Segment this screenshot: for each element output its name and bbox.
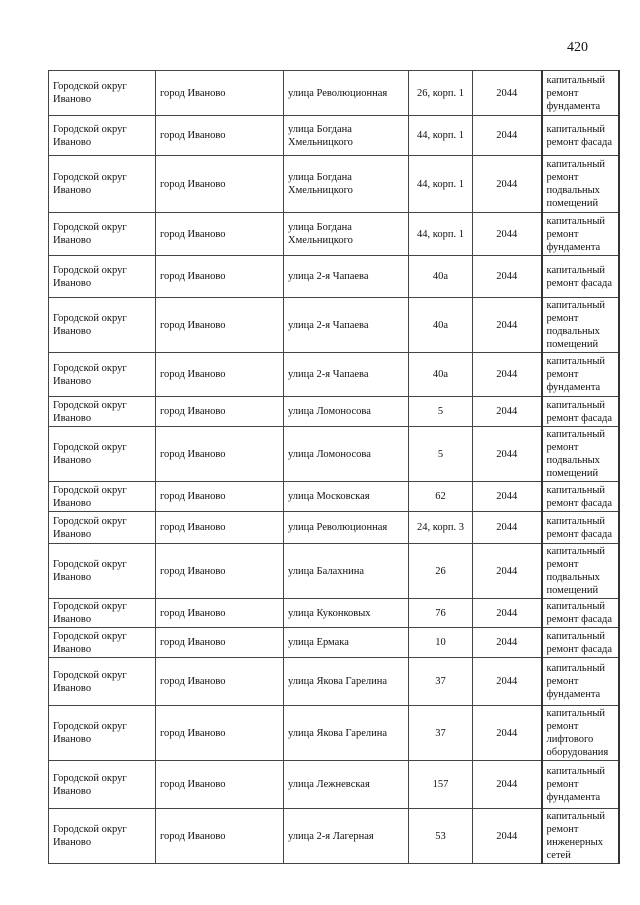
settlement-cell: город Иваново bbox=[156, 599, 284, 628]
table-row bbox=[49, 256, 619, 298]
work-type-cell: капитальный ремонт лифтового оборудования bbox=[542, 706, 619, 761]
house-cell: 53 bbox=[409, 809, 473, 864]
street-cell: улица 2-я Чапаева bbox=[284, 298, 409, 353]
municipality-cell: Городской округ Иваново bbox=[49, 482, 156, 512]
table-row bbox=[49, 116, 619, 156]
municipality-cell: Городской округ Иваново bbox=[49, 658, 156, 706]
house-cell: 157 bbox=[409, 761, 473, 809]
year-cell: 2044 bbox=[473, 599, 542, 628]
table-row bbox=[49, 397, 619, 427]
year-cell: 2044 bbox=[473, 658, 542, 706]
house-cell: 26 bbox=[409, 544, 473, 599]
street-cell: улица Богдана Хмельницкого bbox=[284, 116, 409, 156]
page-number: 420 bbox=[567, 40, 588, 55]
settlement-cell: город Иваново bbox=[156, 213, 284, 256]
house-cell: 10 bbox=[409, 628, 473, 658]
settlement-cell: город Иваново bbox=[156, 397, 284, 427]
settlement-cell: город Иваново bbox=[156, 353, 284, 397]
work-type-cell: капитальный ремонт фундамента bbox=[542, 761, 619, 809]
street-cell: улица Ломоносова bbox=[284, 427, 409, 482]
settlement-cell: город Иваново bbox=[156, 256, 284, 298]
work-type-cell: капитальный ремонт подвальных помещений bbox=[542, 544, 619, 599]
municipality-cell: Городской округ Иваново bbox=[49, 512, 156, 544]
municipality-cell: Городской округ Иваново bbox=[49, 353, 156, 397]
street-cell: улица Революционная bbox=[284, 71, 409, 116]
house-cell: 5 bbox=[409, 427, 473, 482]
work-type-cell: капитальный ремонт фундамента bbox=[542, 353, 619, 397]
work-type-cell: капитальный ремонт фасада bbox=[542, 599, 619, 628]
municipality-cell: Городской округ Иваново bbox=[49, 628, 156, 658]
year-cell: 2044 bbox=[473, 156, 542, 213]
year-cell: 2044 bbox=[473, 482, 542, 512]
work-type-cell: капитальный ремонт фасада bbox=[542, 628, 619, 658]
settlement-cell: город Иваново bbox=[156, 809, 284, 864]
street-cell: улица Лежневская bbox=[284, 761, 409, 809]
table-row bbox=[49, 599, 619, 628]
street-cell: улица 2-я Чапаева bbox=[284, 256, 409, 298]
work-type-cell: капитальный ремонт подвальных помещений bbox=[542, 427, 619, 482]
year-cell: 2044 bbox=[473, 761, 542, 809]
municipality-cell: Городской округ Иваново bbox=[49, 213, 156, 256]
street-cell: улица Ломоносова bbox=[284, 397, 409, 427]
municipality-cell: Городской округ Иваново bbox=[49, 397, 156, 427]
settlement-cell: город Иваново bbox=[156, 544, 284, 599]
house-cell: 24, корп. 3 bbox=[409, 512, 473, 544]
house-cell: 37 bbox=[409, 658, 473, 706]
year-cell: 2044 bbox=[473, 427, 542, 482]
street-cell: улица Балахнина bbox=[284, 544, 409, 599]
table-row bbox=[49, 512, 619, 544]
table-row bbox=[49, 482, 619, 512]
table-row bbox=[49, 156, 619, 213]
work-type-cell: капитальный ремонт фасада bbox=[542, 512, 619, 544]
municipality-cell: Городской округ Иваново bbox=[49, 71, 156, 116]
work-type-cell: капитальный ремонт фундамента bbox=[542, 658, 619, 706]
municipality-cell: Городской округ Иваново bbox=[49, 116, 156, 156]
municipality-cell: Городской округ Иваново bbox=[49, 156, 156, 213]
municipality-cell: Городской округ Иваново bbox=[49, 761, 156, 809]
year-cell: 2044 bbox=[473, 353, 542, 397]
settlement-cell: город Иваново bbox=[156, 512, 284, 544]
work-type-cell: капитальный ремонт подвальных помещений bbox=[542, 298, 619, 353]
work-type-cell: капитальный ремонт подвальных помещений bbox=[542, 156, 619, 213]
house-cell: 5 bbox=[409, 397, 473, 427]
work-type-cell: капитальный ремонт фундамента bbox=[542, 71, 619, 116]
settlement-cell: город Иваново bbox=[156, 706, 284, 761]
street-cell: улица Якова Гарелина bbox=[284, 706, 409, 761]
year-cell: 2044 bbox=[473, 116, 542, 156]
year-cell: 2044 bbox=[473, 298, 542, 353]
street-cell: улица Богдана Хмельницкого bbox=[284, 213, 409, 256]
year-cell: 2044 bbox=[473, 544, 542, 599]
table-row bbox=[49, 353, 619, 397]
house-cell: 44, корп. 1 bbox=[409, 213, 473, 256]
municipality-cell: Городской округ Иваново bbox=[49, 599, 156, 628]
year-cell: 2044 bbox=[473, 628, 542, 658]
year-cell: 2044 bbox=[473, 512, 542, 544]
municipality-cell: Городской округ Иваново bbox=[49, 427, 156, 482]
house-cell: 44, корп. 1 bbox=[409, 116, 473, 156]
table-row bbox=[49, 298, 619, 353]
house-cell: 40а bbox=[409, 298, 473, 353]
work-type-cell: капитальный ремонт фасада bbox=[542, 482, 619, 512]
street-cell: улица 2-я Лагерная bbox=[284, 809, 409, 864]
table-row bbox=[49, 544, 619, 599]
street-cell: улица Ермака bbox=[284, 628, 409, 658]
work-type-cell: капитальный ремонт фасада bbox=[542, 256, 619, 298]
house-cell: 40а bbox=[409, 256, 473, 298]
work-type-cell: капитальный ремонт инженерных сетей bbox=[542, 809, 619, 864]
year-cell: 2044 bbox=[473, 213, 542, 256]
house-cell: 76 bbox=[409, 599, 473, 628]
year-cell: 2044 bbox=[473, 256, 542, 298]
settlement-cell: город Иваново bbox=[156, 116, 284, 156]
table-row bbox=[49, 213, 619, 256]
settlement-cell: город Иваново bbox=[156, 628, 284, 658]
table-row bbox=[49, 427, 619, 482]
settlement-cell: город Иваново bbox=[156, 427, 284, 482]
municipality-cell: Городской округ Иваново bbox=[49, 298, 156, 353]
settlement-cell: город Иваново bbox=[156, 761, 284, 809]
work-type-cell: капитальный ремонт фасада bbox=[542, 397, 619, 427]
street-cell: улица Якова Гарелина bbox=[284, 658, 409, 706]
work-type-cell: капитальный ремонт фасада bbox=[542, 116, 619, 156]
street-cell: улица Богдана Хмельницкого bbox=[284, 156, 409, 213]
table-row bbox=[49, 71, 619, 116]
municipality-cell: Городской округ Иваново bbox=[49, 544, 156, 599]
municipality-cell: Городской округ Иваново bbox=[49, 809, 156, 864]
settlement-cell: город Иваново bbox=[156, 156, 284, 213]
settlement-cell: город Иваново bbox=[156, 71, 284, 116]
street-cell: улица Куконковых bbox=[284, 599, 409, 628]
street-cell: улица 2-я Чапаева bbox=[284, 353, 409, 397]
table-row bbox=[49, 809, 619, 864]
municipality-cell: Городской округ Иваново bbox=[49, 256, 156, 298]
house-cell: 37 bbox=[409, 706, 473, 761]
year-cell: 2044 bbox=[473, 71, 542, 116]
year-cell: 2044 bbox=[473, 809, 542, 864]
settlement-cell: город Иваново bbox=[156, 658, 284, 706]
table-row bbox=[49, 761, 619, 809]
year-cell: 2044 bbox=[473, 706, 542, 761]
table-row bbox=[49, 706, 619, 761]
table-row bbox=[49, 658, 619, 706]
street-cell: улица Революционная bbox=[284, 512, 409, 544]
street-cell: улица Московская bbox=[284, 482, 409, 512]
house-cell: 62 bbox=[409, 482, 473, 512]
works-table bbox=[48, 70, 620, 864]
settlement-cell: город Иваново bbox=[156, 298, 284, 353]
year-cell: 2044 bbox=[473, 397, 542, 427]
table-row bbox=[49, 628, 619, 658]
house-cell: 26, корп. 1 bbox=[409, 71, 473, 116]
settlement-cell: город Иваново bbox=[156, 482, 284, 512]
municipality-cell: Городской округ Иваново bbox=[49, 706, 156, 761]
house-cell: 44, корп. 1 bbox=[409, 156, 473, 213]
house-cell: 40а bbox=[409, 353, 473, 397]
work-type-cell: капитальный ремонт фундамента bbox=[542, 213, 619, 256]
